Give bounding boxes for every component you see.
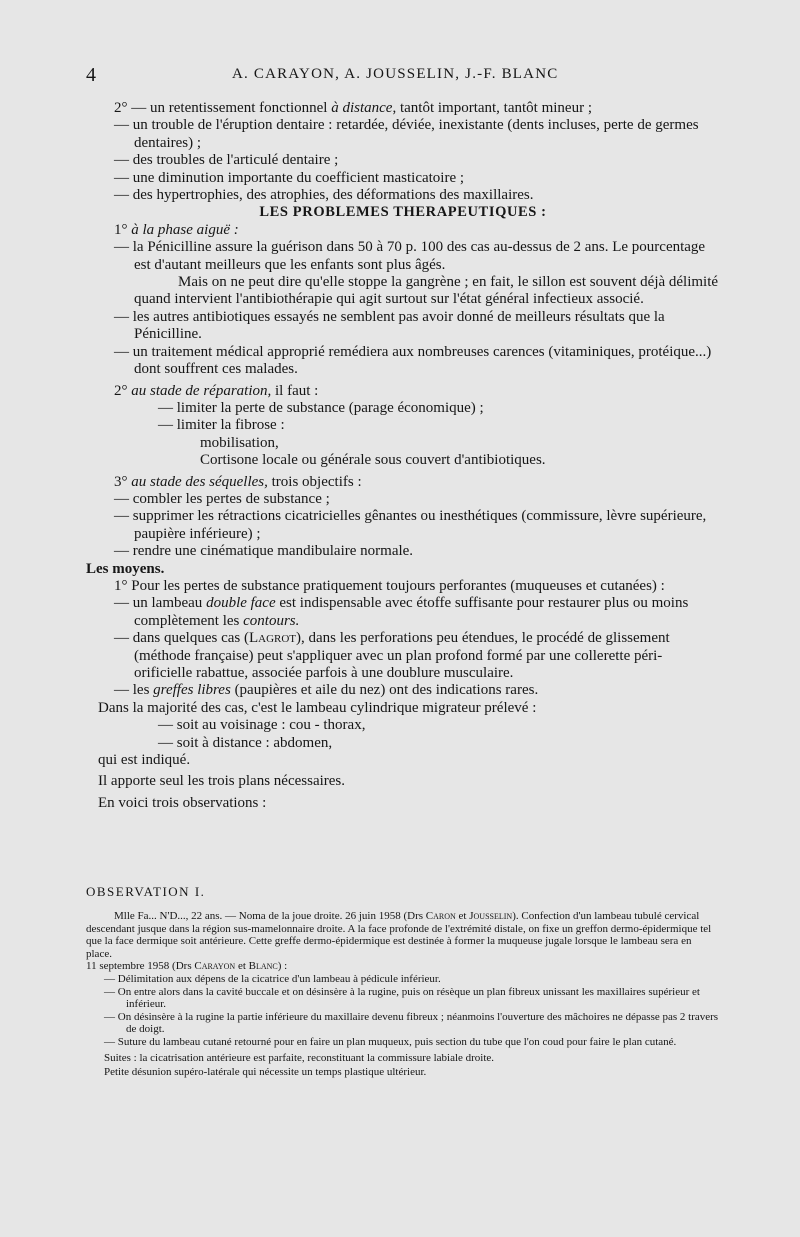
phase2-dash-1: — limiter la perte de substance (parage économique) ; bbox=[158, 399, 484, 416]
moyens-para-5: En voici trois observations : bbox=[98, 794, 267, 811]
moyens-heading: Les moyens. bbox=[86, 560, 165, 577]
observation-para-3: Suites : la cicatrisation antérieure est parfaite, reconstituant la commissure labiale droite. bbox=[104, 1051, 495, 1064]
page-number: 4 bbox=[86, 64, 96, 86]
moyens-para-4: Il apporte seul les trois plans nécessaires. bbox=[98, 773, 346, 790]
intro-point-2: 2° — un retentissement fonctionnel à distance, tantôt important, tantôt mineur ; bbox=[114, 100, 593, 116]
phase3-dash-3: — rendre une cinématique mandibulaire normale. bbox=[114, 543, 414, 560]
phase3-dash-2: — supprimer les rétractions cicatricielles gênantes ou inesthétiques (commissure, lèvre supérieure, paupière inférieure) ; bbox=[114, 508, 707, 542]
moyens-para-2-dash-2: — soit à distance : abdomen, bbox=[158, 734, 333, 751]
moyens-para-3: qui est indiqué. bbox=[98, 752, 191, 769]
intro-dash-2: — des troubles de l'articulé dentaire ; bbox=[114, 152, 339, 169]
page-header bbox=[86, 64, 559, 86]
observation-dash-3: — On désinsère à la rugine la partie inférieure du maxillaire devenu fibreux ; néanmoins l'ouverture des mâchoires ne dépasse pas 2 travers de doigt. bbox=[104, 1010, 719, 1036]
phase3-label: 3° au stade des séquelles, trois objectifs : bbox=[114, 473, 362, 490]
moyens-para-2: Dans la majorité des cas, c'est le lambeau cylindrique migrateur prélevé : bbox=[98, 699, 537, 716]
observation-dash-2: — On entre alors dans la cavité buccale et on désinsère à la rugine, puis on résèque un plan fibreux unissant les maxillaires supérieur et inférieur. bbox=[104, 985, 700, 1011]
intro-dash-3: — une diminution importante du coefficient masticatoire ; bbox=[114, 169, 465, 186]
main-text bbox=[86, 100, 720, 812]
phase2-sub-1: mobilisation, bbox=[200, 434, 279, 451]
phase1-dash-2: — les autres antibiotiques essayés ne semblent pas avoir donné de meilleurs résultats que la Pénicilline. bbox=[114, 308, 665, 343]
observation-para-1: Mlle Fa... N'D..., 22 ans. — Noma de la joue droite. 26 juin 1958 (Drs Caron et Jousselin). Confection d'un lambeau tubulé cervical descendant jusque dans la région sus-mamelonnaire droite. A la face profonde de l'extrémité distale, on fixe un greffon dermo-épidermique tel que la face dermique soit antérieure. Cette greffe dermo-épidermique est destinée à former la muqueuse jugale lorsque le lambeau sera en place. bbox=[86, 910, 712, 960]
phase2-sub-2: Cortisone locale ou générale sous couvert d'antibiotiques. bbox=[200, 452, 546, 469]
moyens-dash-3: — les greffes libres (paupières et aile du nez) ont des indications rares. bbox=[114, 682, 539, 699]
phase2-label: 2° au stade de réparation, il faut : bbox=[114, 382, 319, 399]
intro-dash-1: — un trouble de l'éruption dentaire : retardée, déviée, inexistante (dents incluses, perte de germes dentaires) ; bbox=[114, 117, 699, 151]
phase3-dash-1: — combler les pertes de substance ; bbox=[114, 490, 330, 507]
section-title: LES PROBLEMES THERAPEUTIQUES : bbox=[259, 204, 547, 221]
phase1-dash-3: — un traitement médical approprié remédiera aux nombreuses carences (vitaminiques, protéique...) dont souffrent ces malades. bbox=[114, 343, 712, 378]
observation-dash-1: — Délimitation aux dépens de la cicatrice d'un lambeau à pédicule inférieur. bbox=[104, 972, 441, 985]
phase1-dash-1-cont: Mais on ne peut dire qu'elle stoppe la gangrène ; en fait, le sillon est souvent déjà délimité quand intervient l'antibiothérapie qui agit surtout sur l'état général infectieux associé. bbox=[134, 274, 719, 308]
running-title: A. CARAYON, A. JOUSSELIN, J.-F. BLANC bbox=[232, 66, 559, 82]
phase1-dash-1: — la Pénicilline assure la guérison dans 50 à 70 p. 100 des cas au-dessus de 2 ans. Le pourcentage est d'autant meilleurs que les enfants sont plus âgés. bbox=[114, 239, 706, 273]
moyens-para-2-dash-1: — soit au voisinage : cou - thorax, bbox=[158, 717, 366, 734]
observation-para-4: Petite désunion supéro-latérale qui nécessite un temps plastique ultérieur. bbox=[104, 1066, 427, 1079]
observation-text bbox=[86, 910, 720, 1079]
phase1-label: 1° à la phase aiguë : bbox=[114, 221, 239, 238]
observation-dash-4: — Suture du lambeau cutané retourné pour en faire un plan muqueux, puis section du tube que l'on coud pour faire le plan cutané. bbox=[104, 1035, 677, 1048]
moyens-dash-1: — un lambeau double face est indispensable avec étoffe suffisante pour restaurer plus ou moins complètement les contours. bbox=[114, 595, 689, 629]
phase2-dash-2: — limiter la fibrose : bbox=[158, 417, 285, 434]
observation-block bbox=[86, 884, 720, 1079]
moyens-dash-2: — dans quelques cas (Lagrot), dans les perforations peu étendues, le procédé de glissement (méthode française) peut s'appliquer avec un plan profond formé par une collerette péri-orificielle rabattue, associée parfois à une doublure musculaire. bbox=[114, 630, 670, 681]
observation-para-2: 11 septembre 1958 (Drs Carayon et Blanc) : bbox=[86, 960, 288, 973]
observation-title: OBSERVATION I. bbox=[86, 884, 206, 899]
intro-dash-4: — des hypertrophies, des atrophies, des déformations des maxillaires. bbox=[114, 187, 534, 204]
moyens-point-1: 1° Pour les pertes de substance pratiquement toujours perforantes (muqueuses et cutanées) : bbox=[114, 577, 665, 594]
